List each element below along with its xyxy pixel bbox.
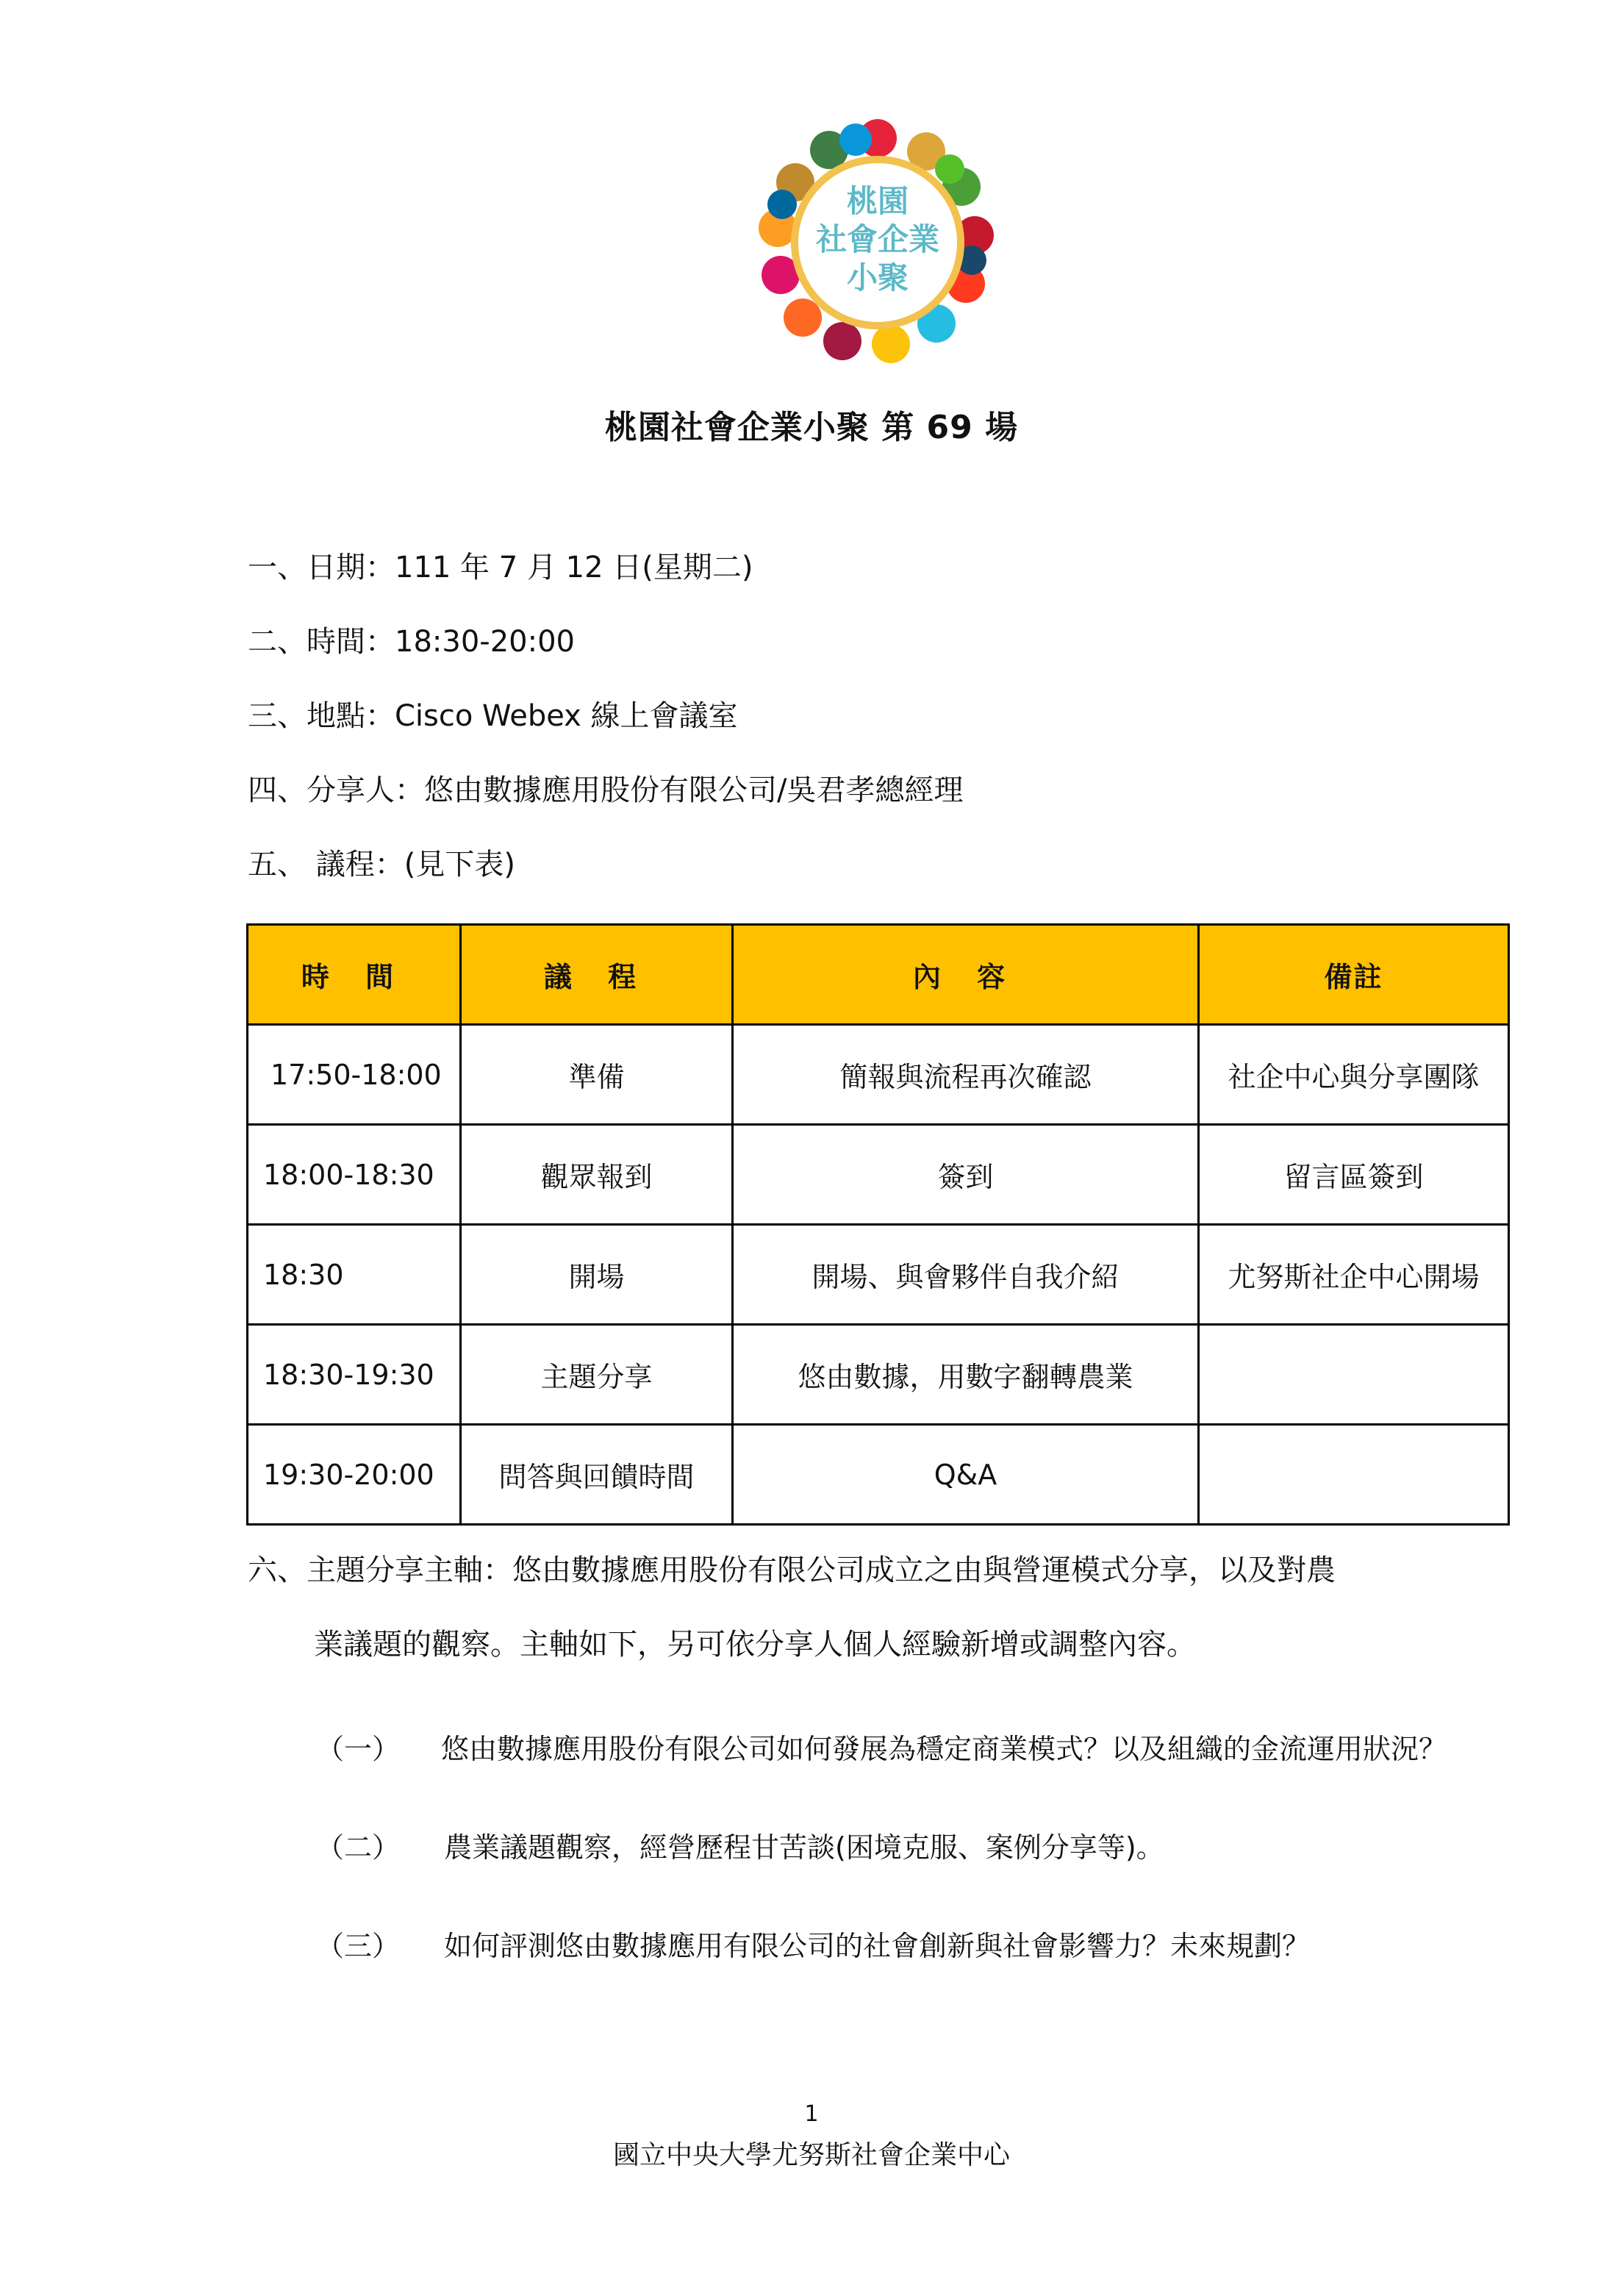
footer-organization: 國立中央大學尤努斯社會企業中心 — [612, 2140, 1010, 2170]
cell-time: 18:30-19:30 — [248, 1325, 461, 1425]
cell-agenda: 準備 — [461, 1025, 733, 1125]
cell-agenda: 觀眾報到 — [461, 1125, 733, 1225]
info-location: 三、地點：Cisco Webex 線上會議室 — [248, 699, 738, 733]
cell-content: 開場、與會夥伴自我介紹 — [733, 1225, 1199, 1325]
document-title: 桃園社會企業小聚 第 69 場 — [604, 409, 1019, 446]
point-number: （二） — [316, 1831, 401, 1864]
cell-agenda: 問答與回饋時間 — [461, 1425, 733, 1525]
cell-notes: 尤努斯社企中心開場 — [1199, 1225, 1509, 1325]
topic-paragraph-line-2: 業議題的觀察。主軸如下，另可依分享人個人經驗新增或調整內容。 — [314, 1628, 1196, 1662]
point-text: 農業議題觀察，經營歷程甘苦談(困境克服、案例分享等)。 — [444, 1831, 1164, 1864]
header-time: 時 間 — [248, 925, 461, 1025]
cell-time: 18:30 — [248, 1225, 461, 1325]
table-row — [248, 1425, 1509, 1525]
point-text: 悠由數據應用股份有限公司如何發展為穩定商業模式？以及組織的金流運用狀況？ — [441, 1733, 1447, 1765]
info-agenda-heading: 五、 議程：(見下表) — [248, 848, 515, 881]
info-date: 一、日期：111 年 7 月 12 日(星期二) — [248, 551, 753, 584]
agenda-table — [246, 923, 1510, 1526]
cell-agenda: 開場 — [461, 1225, 733, 1325]
info-time: 二、時間：18:30-20:00 — [248, 625, 575, 659]
cell-time: 18:00-18:30 — [248, 1125, 461, 1225]
table-row — [248, 1025, 1509, 1125]
point-number: （一） — [316, 1733, 401, 1765]
table-row — [248, 1325, 1509, 1425]
cell-content: 簡報與流程再次確認 — [733, 1025, 1199, 1125]
table-row — [248, 1225, 1509, 1325]
cell-time: 17:50-18:00 — [248, 1025, 461, 1125]
topic-paragraph-line-1: 六、主題分享主軸：悠由數據應用股份有限公司成立之由與營運模式分享，以及對農 — [248, 1553, 1336, 1587]
header-agenda: 議 程 — [461, 925, 733, 1025]
header-content: 內 容 — [733, 925, 1199, 1025]
cell-notes — [1199, 1325, 1509, 1425]
logo-line-3: 小聚 — [846, 260, 909, 296]
cell-time: 19:30-20:00 — [248, 1425, 461, 1525]
cell-notes: 社企中心與分享團隊 — [1199, 1025, 1509, 1125]
cell-notes — [1199, 1425, 1509, 1525]
logo-line-1: 桃園 — [846, 183, 909, 219]
point-number: （三） — [316, 1930, 401, 1962]
header-notes: 備註 — [1199, 925, 1509, 1025]
cell-content: Q&A — [733, 1425, 1199, 1525]
table-header-row — [248, 925, 1509, 1025]
page-number: 1 — [804, 2101, 819, 2127]
logo-line-2: 社會企業 — [815, 221, 940, 257]
info-speaker: 四、分享人：悠由數據應用股份有限公司/吳君孝總經理 — [248, 773, 964, 807]
cell-notes: 留言區簽到 — [1199, 1125, 1509, 1225]
cell-content: 簽到 — [733, 1125, 1199, 1225]
table-row — [248, 1125, 1509, 1225]
point-text: 如何評測悠由數據應用有限公司的社會創新與社會影響力？未來規劃？ — [444, 1930, 1311, 1962]
cell-agenda: 主題分享 — [461, 1325, 733, 1425]
cell-content: 悠由數據，用數字翻轉農業 — [733, 1325, 1199, 1425]
event-logo — [753, 118, 1003, 368]
